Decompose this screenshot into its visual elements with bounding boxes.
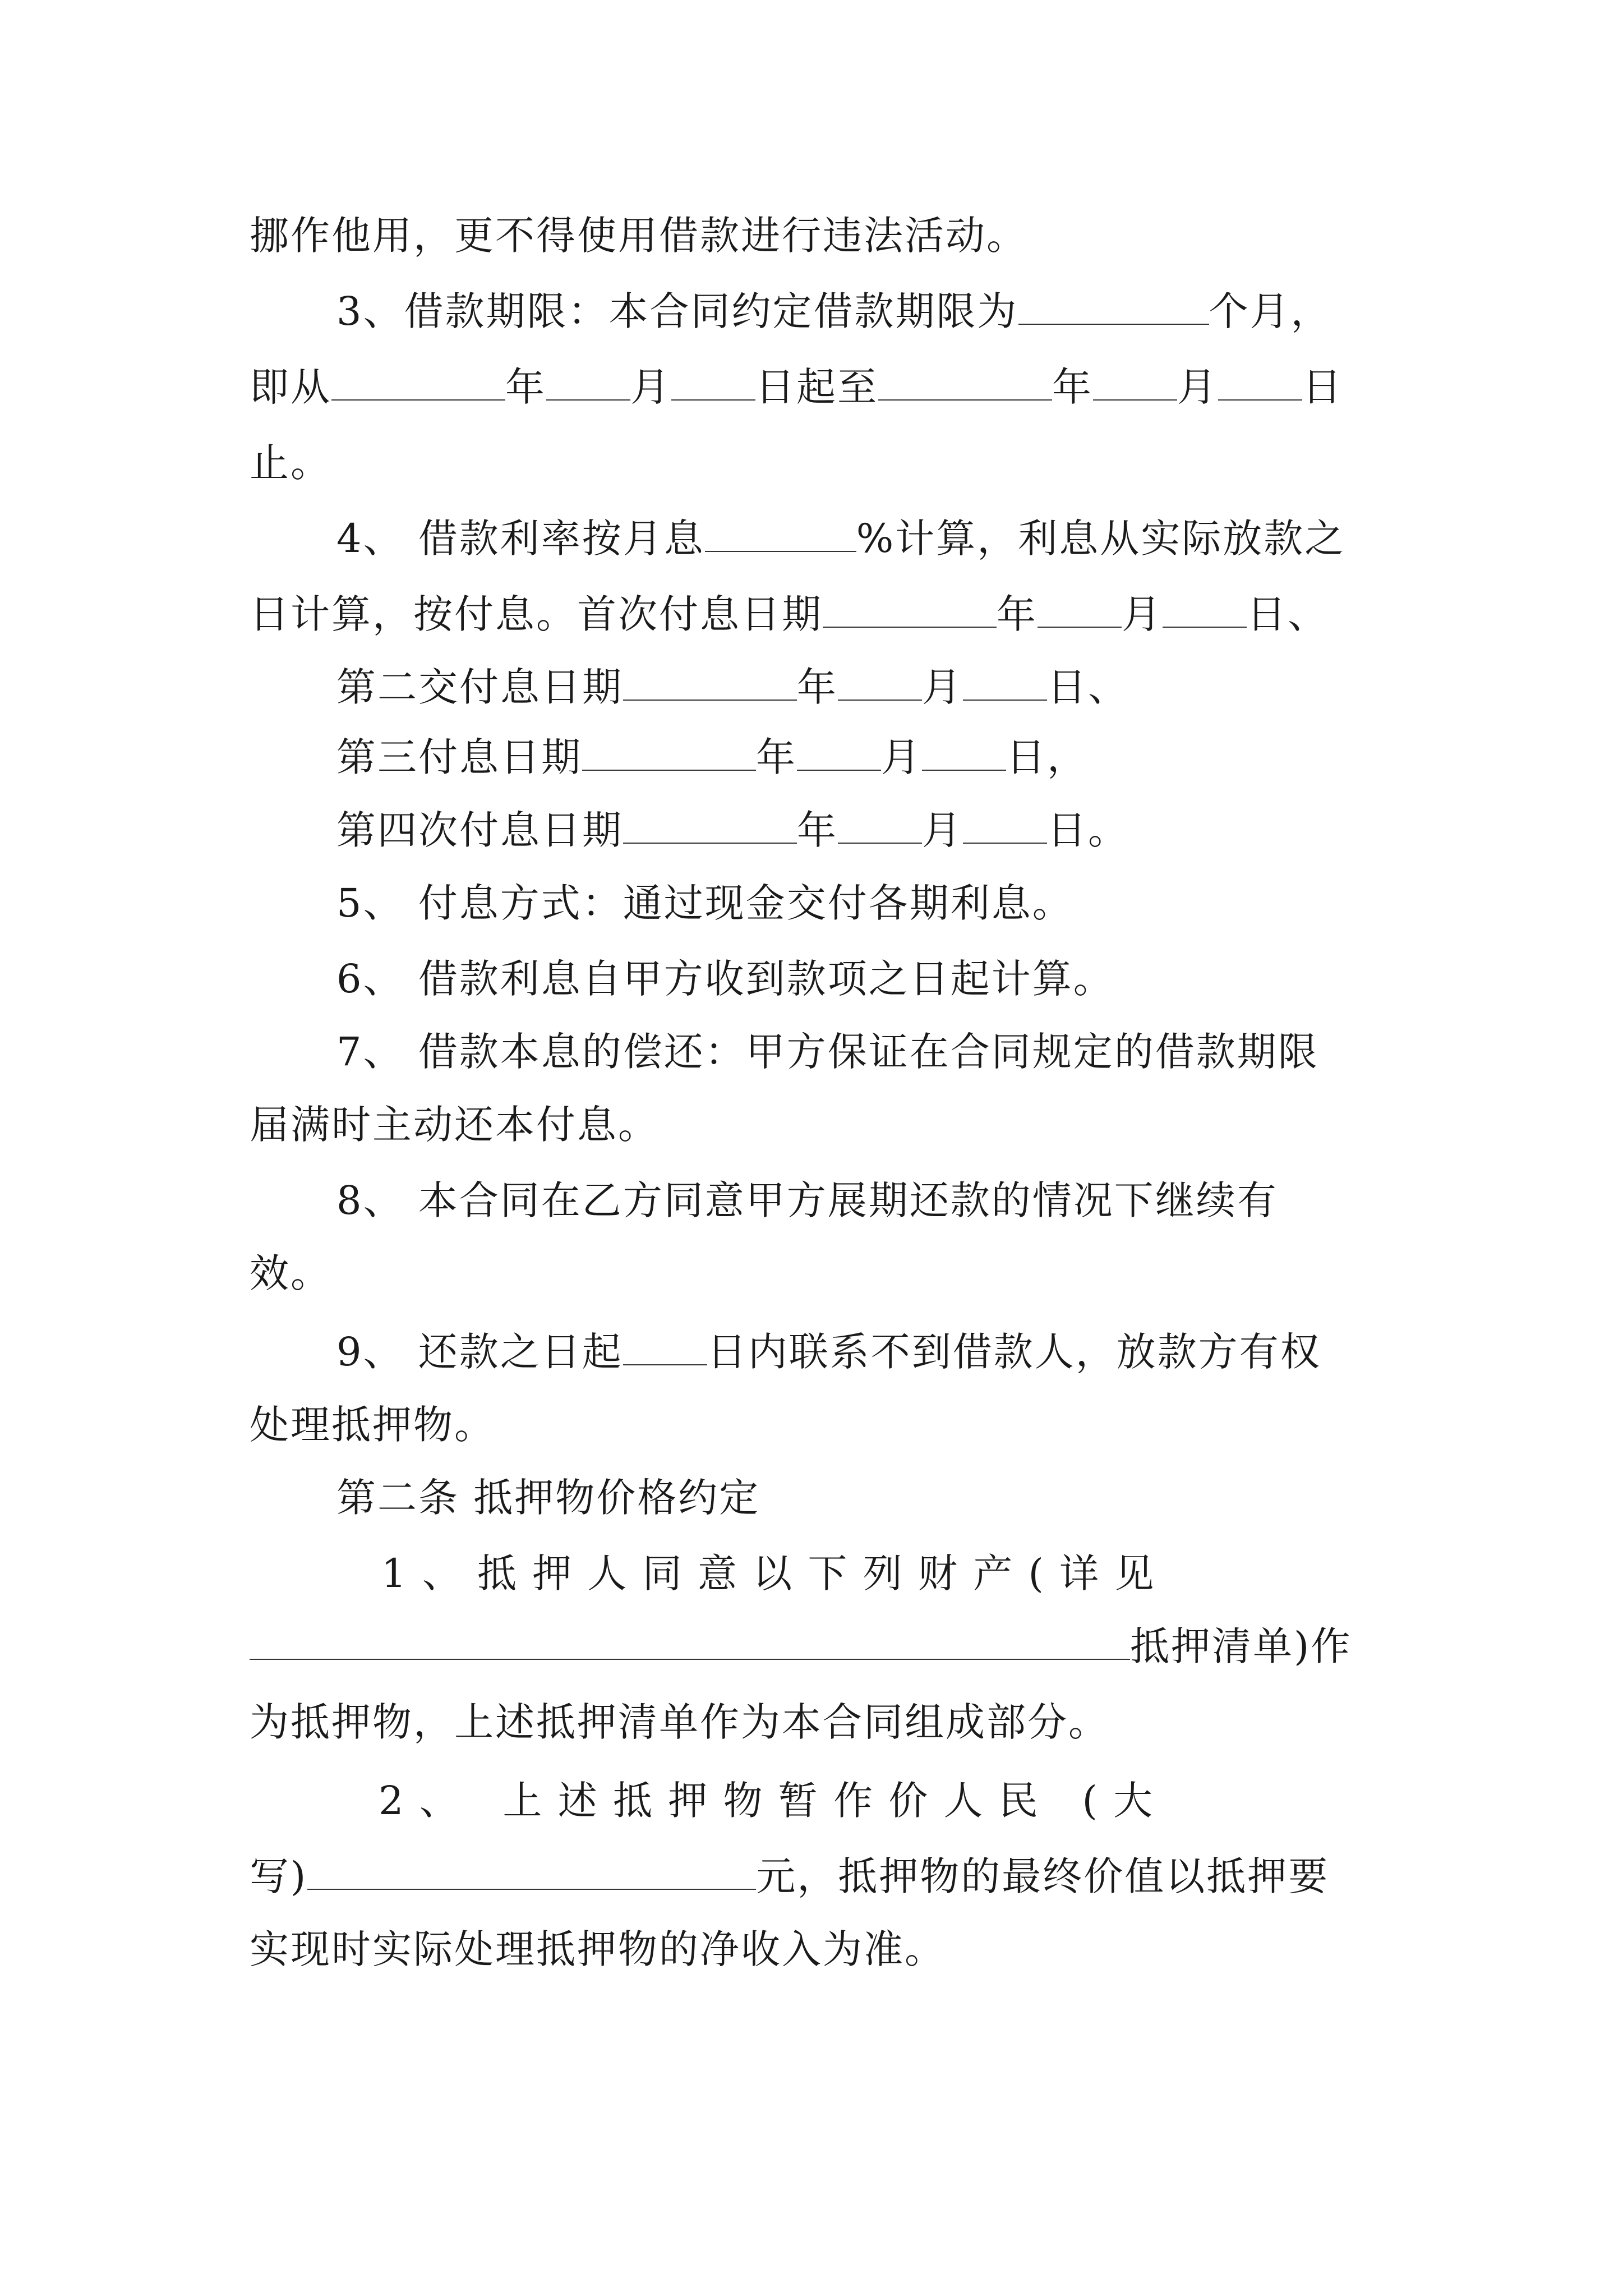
second-payment-month-blank[interactable] (838, 664, 922, 701)
loan-term-line: 3、借款期限：本合同约定借款期限为 个月， (336, 288, 1332, 334)
third-payment-month-blank[interactable] (797, 734, 881, 771)
start-year-blank[interactable] (331, 364, 505, 401)
second-payment-year-blank[interactable] (623, 664, 797, 701)
text-line-12: 7、 借款本息的偿还：甲方保证在合同规定的借款期限 (336, 1029, 1319, 1075)
fourth-payment-date-line: 第四次付息日期 年 月 日。 (336, 807, 1129, 853)
contact-days-blank[interactable] (623, 1328, 707, 1365)
first-payment-month-blank[interactable] (1038, 591, 1122, 628)
text-line-13: 届满时主动还本付息。 (250, 1102, 659, 1148)
third-payment-date-line: 第三付息日期 年 月 日， (336, 734, 1088, 780)
end-year-blank[interactable] (878, 364, 1052, 401)
fourth-payment-year-blank[interactable] (623, 807, 797, 844)
text-line-19: 1 、 抵 押 人 同 意 以 下 列 财 产 ( 详 见 (381, 1550, 1156, 1596)
third-payment-day-blank[interactable] (922, 734, 1006, 771)
contact-deadline-line: 9、 还款之日起 日内联系不到借款人，放款方有权 (336, 1329, 1321, 1375)
text-line-17: 处理抵押物。 (250, 1402, 495, 1448)
first-payment-year-blank[interactable] (823, 591, 997, 628)
third-payment-year-blank[interactable] (582, 734, 756, 771)
text-line-24: 实现时实际处理抵押物的净收入为准。 (250, 1926, 946, 1972)
text-line-14: 8、 本合同在乙方同意甲方展期还款的情况下继续有 (336, 1177, 1278, 1223)
monthly-rate-blank[interactable] (705, 515, 856, 552)
text-line-10: 5、 付息方式：通过现金交付各期利息。 (336, 880, 1073, 926)
collateral-list-blank[interactable] (250, 1623, 1130, 1660)
start-day-blank[interactable] (671, 364, 755, 401)
end-day-blank[interactable] (1218, 364, 1302, 401)
first-payment-date-line: 日计算，按付息。首次付息日期 年 月 日、 (250, 591, 1329, 637)
text-line-21: 为抵押物，上述抵押清单作为本合同组成部分。 (250, 1699, 1109, 1745)
second-payment-date-line: 第二交付息日期 年 月 日、 (336, 664, 1129, 710)
interest-rate-line: 4、 借款利率按月息 %计算，利息从实际放款之 (336, 516, 1346, 562)
text-line-22: 2 、 上 述 抵 押 物 暂 作 价 人 民 ( 大 (379, 1778, 1155, 1824)
loan-period-dates-line: 即从 年 月 日起至 年 月 日 (250, 364, 1343, 410)
fourth-payment-month-blank[interactable] (838, 807, 922, 844)
first-payment-day-blank[interactable] (1163, 591, 1247, 628)
text-line-1: 挪作他用，更不得使用借款进行违法活动。 (250, 213, 1027, 259)
collateral-value-line: 写) 元，抵押物的最终价值以抵押要 (250, 1853, 1330, 1899)
second-payment-day-blank[interactable] (963, 664, 1047, 701)
fourth-payment-day-blank[interactable] (963, 807, 1047, 844)
text-line-15: 效。 (250, 1250, 331, 1296)
collateral-value-blank[interactable] (307, 1853, 756, 1890)
text-line-4: 止。 (250, 440, 331, 486)
text-line-11: 6、 借款利息自甲方收到款项之日起计算。 (336, 956, 1114, 1002)
loan-term-months-blank[interactable] (1018, 288, 1209, 325)
section-heading: 第二条 抵押物价格约定 (336, 1475, 760, 1521)
collateral-list-line: 抵押清单)作 (250, 1621, 1352, 1672)
end-month-blank[interactable] (1093, 364, 1177, 401)
start-month-blank[interactable] (546, 364, 630, 401)
